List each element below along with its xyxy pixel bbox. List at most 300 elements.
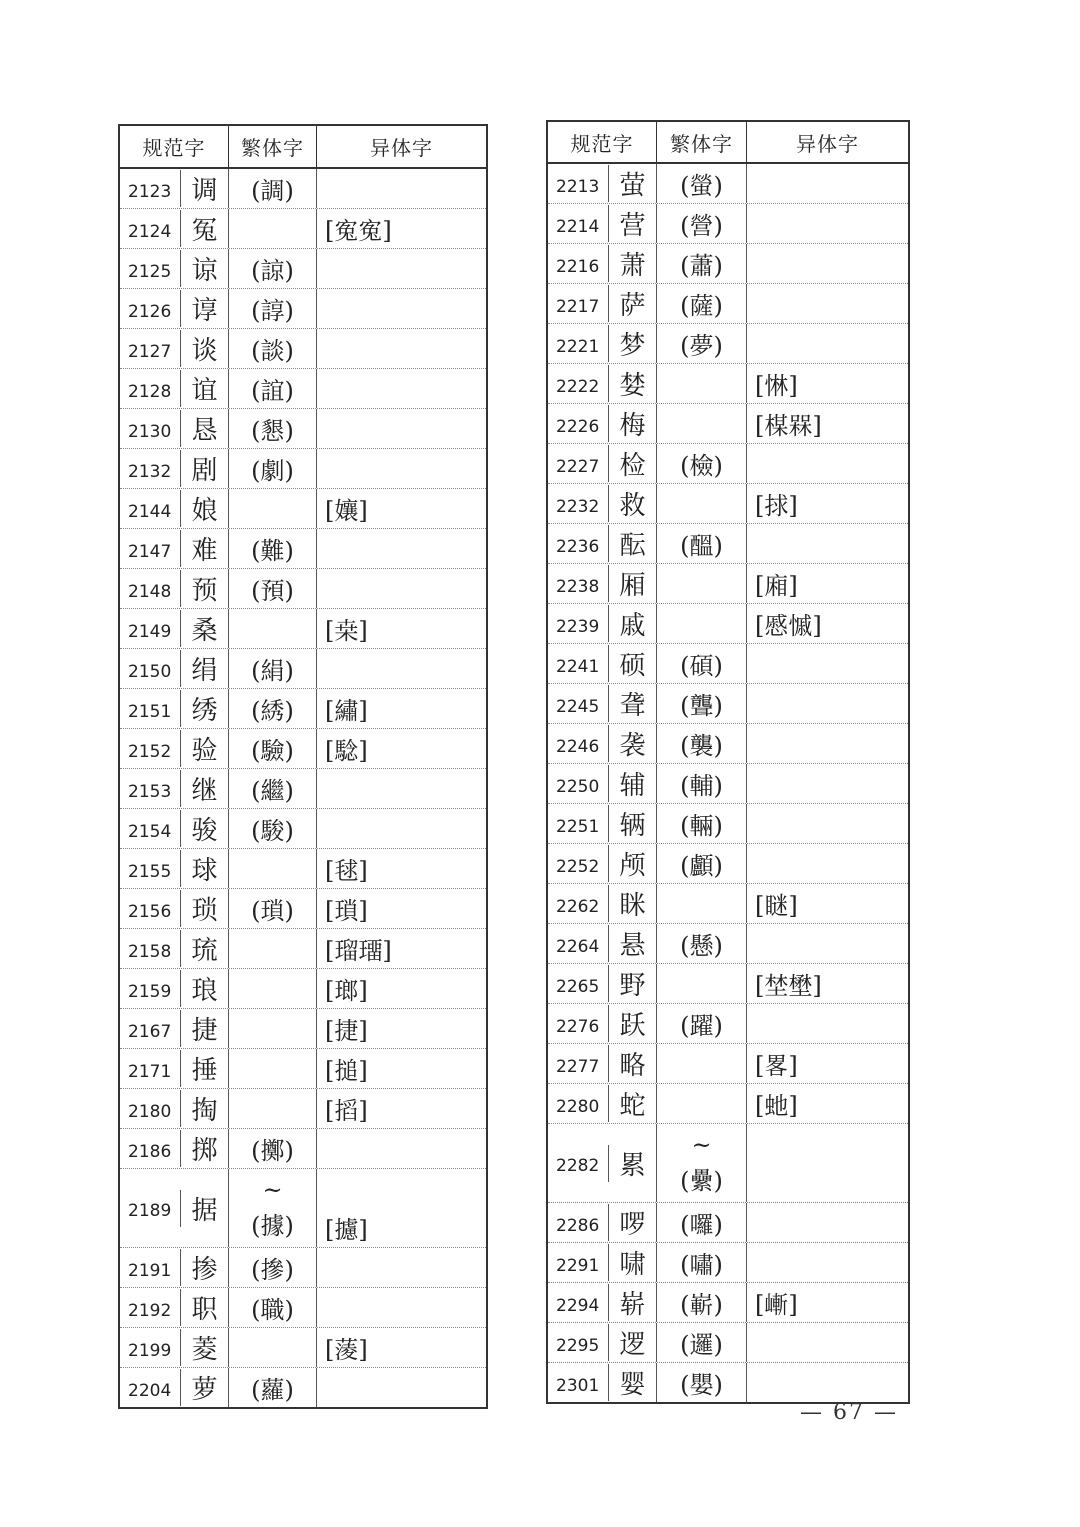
standard-cell [548, 324, 656, 363]
table-row [120, 849, 486, 889]
variant-character: [捄] [746, 484, 908, 523]
entry-number: 2262 [556, 896, 600, 917]
standard-character: 救 [608, 485, 656, 522]
standard-cell [548, 1323, 656, 1362]
traditional-character [228, 1049, 316, 1088]
traditional-character: (預) [228, 569, 316, 608]
traditional-character [228, 489, 316, 528]
traditional-character [228, 969, 316, 1008]
standard-cell [548, 644, 656, 683]
standard-character: 桑 [180, 610, 228, 647]
standard-character: 验 [180, 730, 228, 767]
standard-character: 婴 [608, 1364, 656, 1401]
table-row [548, 1004, 908, 1044]
traditional-character: (輛) [656, 804, 746, 843]
standard-character: 梅 [608, 405, 656, 442]
traditional-character [656, 1124, 746, 1202]
variant-character: [孃] [316, 489, 486, 528]
table-header [120, 126, 486, 169]
entry-number: 2222 [556, 376, 600, 397]
traditional-character: (綉) [228, 689, 316, 728]
traditional-character: (碩) [656, 644, 746, 683]
entry-number: 2154 [128, 821, 172, 842]
traditional-character: (蕭) [656, 244, 746, 283]
standard-cell [548, 444, 656, 483]
standard-character: 捷 [180, 1010, 228, 1047]
standard-character: 继 [180, 770, 228, 807]
standard-cell [548, 284, 656, 323]
entry-number: 2239 [556, 616, 600, 637]
entry-number: 2151 [128, 701, 172, 722]
standard-cell [120, 329, 228, 368]
variant-character [746, 764, 908, 803]
standard-character: 谊 [180, 370, 228, 407]
traditional-connector: ~ [262, 1176, 283, 1204]
standard-character: 啸 [608, 1244, 656, 1281]
variant-character [746, 444, 908, 483]
entry-number: 2189 [128, 1201, 172, 1221]
standard-cell [548, 604, 656, 643]
entry-number: 2171 [128, 1061, 172, 1082]
traditional-character [656, 404, 746, 443]
standard-cell [120, 809, 228, 848]
traditional-character: (薩) [656, 284, 746, 323]
table-header [548, 122, 908, 164]
table-row [120, 889, 486, 929]
variant-character: [慼慽] [746, 604, 908, 643]
standard-character: 娘 [180, 490, 228, 527]
variant-character [316, 369, 486, 408]
variant-character: [騐] [316, 729, 486, 768]
entry-number: 2186 [128, 1141, 172, 1162]
entry-number: 2226 [556, 416, 600, 437]
standard-character: 调 [180, 170, 228, 207]
standard-character: 谆 [180, 290, 228, 327]
variant-character [746, 244, 908, 283]
variant-character [316, 809, 486, 848]
table-row [120, 809, 486, 849]
standard-cell [548, 244, 656, 283]
entry-number: 2227 [556, 456, 600, 477]
variant-character [316, 569, 486, 608]
traditional-character [228, 1169, 316, 1247]
traditional-character: (擲) [228, 1129, 316, 1168]
traditional-character: (檢) [656, 444, 746, 483]
variant-character: [毬] [316, 849, 486, 888]
table-row [548, 244, 908, 284]
header-traditional: 繁体字 [656, 122, 746, 162]
standard-cell [120, 1248, 228, 1287]
entry-number: 2291 [556, 1255, 600, 1276]
standard-character: 逻 [608, 1324, 656, 1361]
traditional-character: (螢) [656, 164, 746, 203]
standard-character: 营 [608, 205, 656, 242]
traditional-character [228, 849, 316, 888]
table-row [120, 969, 486, 1009]
entry-number: 2282 [556, 1156, 600, 1176]
standard-cell [548, 1243, 656, 1282]
variant-character [316, 289, 486, 328]
entry-number: 2199 [128, 1340, 172, 1361]
variant-character [746, 204, 908, 243]
variant-character: [瑣] [316, 889, 486, 928]
table-row [548, 924, 908, 964]
table-row [548, 604, 908, 644]
traditional-character: (絹) [228, 649, 316, 688]
entry-number: 2153 [128, 781, 172, 802]
standard-cell [120, 609, 228, 648]
table-row [120, 369, 486, 409]
table-row [120, 529, 486, 569]
standard-cell [120, 209, 228, 248]
standard-character: 捶 [180, 1050, 228, 1087]
traditional-character: (懸) [656, 924, 746, 963]
table-row [548, 364, 908, 404]
standard-character: 菱 [180, 1329, 228, 1366]
traditional-character [656, 564, 746, 603]
entry-number: 2213 [556, 176, 600, 197]
table-row [120, 449, 486, 489]
standard-character: 戚 [608, 605, 656, 642]
entry-number: 2301 [556, 1375, 600, 1396]
entry-number: 2216 [556, 256, 600, 277]
standard-cell [548, 524, 656, 563]
traditional-character [656, 964, 746, 1003]
standard-cell [120, 449, 228, 488]
variant-character: [寃寃] [316, 209, 486, 248]
variant-character [746, 524, 908, 563]
standard-cell [548, 964, 656, 1003]
table-row [548, 804, 908, 844]
standard-cell [120, 1129, 228, 1168]
traditional-form: (據) [251, 1212, 294, 1240]
standard-cell [120, 569, 228, 608]
standard-character: 婪 [608, 365, 656, 402]
entry-number: 2265 [556, 976, 600, 997]
traditional-character: (難) [228, 529, 316, 568]
entry-number: 2159 [128, 981, 172, 1002]
variant-character [746, 1243, 908, 1282]
entry-number: 2251 [556, 816, 600, 837]
standard-cell [548, 804, 656, 843]
variant-character [316, 409, 486, 448]
variant-character [746, 844, 908, 883]
entry-number: 2127 [128, 341, 172, 362]
table-row [120, 1089, 486, 1129]
entry-number: 2130 [128, 421, 172, 442]
entry-number: 2144 [128, 501, 172, 522]
entry-number: 2128 [128, 381, 172, 402]
standard-cell [120, 769, 228, 808]
table-row [120, 929, 486, 969]
standard-character: 恳 [180, 410, 228, 447]
traditional-character: (繼) [228, 769, 316, 808]
variant-character: [惏] [746, 364, 908, 403]
standard-character: 职 [180, 1289, 228, 1326]
standard-cell [548, 684, 656, 723]
entry-number: 2152 [128, 741, 172, 762]
standard-character: 酝 [608, 525, 656, 562]
variant-character: [虵] [746, 1084, 908, 1123]
table-body [120, 169, 486, 1407]
standard-cell [120, 689, 228, 728]
header-standard: 规范字 [570, 131, 634, 156]
standard-cell [120, 289, 228, 328]
standard-cell [120, 649, 228, 688]
standard-cell [120, 409, 228, 448]
standard-cell [120, 249, 228, 288]
table-row [120, 609, 486, 649]
entry-number: 2238 [556, 576, 600, 597]
standard-cell [120, 1009, 228, 1048]
traditional-character [656, 1084, 746, 1123]
entry-number: 2214 [556, 216, 600, 237]
standard-character: 琅 [180, 970, 228, 1007]
variant-character [746, 324, 908, 363]
traditional-character [228, 1328, 316, 1367]
standard-character: 啰 [608, 1204, 656, 1241]
traditional-character: (驗) [228, 729, 316, 768]
variant-character: [搯] [316, 1089, 486, 1128]
standard-cell [120, 729, 228, 768]
standard-character: 掏 [180, 1090, 228, 1127]
entry-number: 2191 [128, 1260, 172, 1281]
standard-cell [120, 929, 228, 968]
standard-character: 颅 [608, 845, 656, 882]
standard-cell [120, 1288, 228, 1327]
variant-character: [瞇] [746, 884, 908, 923]
table-row [548, 324, 908, 364]
table-row [548, 764, 908, 804]
standard-cell [548, 1283, 656, 1322]
standard-cell [548, 404, 656, 443]
traditional-character [228, 209, 316, 248]
table-row [120, 409, 486, 449]
entry-number: 2280 [556, 1096, 600, 1117]
entry-number: 2264 [556, 936, 600, 957]
variant-character: [埜壄] [746, 964, 908, 1003]
entry-number: 2295 [556, 1335, 600, 1356]
table-row [120, 209, 486, 249]
standard-cell [120, 1328, 228, 1367]
table-row [548, 884, 908, 924]
entry-number: 2158 [128, 941, 172, 962]
standard-cell [548, 1044, 656, 1083]
traditional-character: (調) [228, 169, 316, 208]
standard-character: 检 [608, 445, 656, 482]
traditional-character [656, 484, 746, 523]
standard-character: 辆 [608, 805, 656, 842]
standard-character: 萧 [608, 245, 656, 282]
variant-character [316, 1288, 486, 1327]
variant-character [746, 1323, 908, 1362]
traditional-character: (顱) [656, 844, 746, 883]
table-row [548, 1044, 908, 1084]
traditional-character: (瑣) [228, 889, 316, 928]
standard-cell [120, 169, 228, 208]
table-row [548, 1323, 908, 1363]
table-row [548, 1203, 908, 1243]
table-row [548, 484, 908, 524]
standard-character: 厢 [608, 565, 656, 602]
standard-character: 冤 [180, 210, 228, 247]
standard-cell [548, 204, 656, 243]
entry-number: 2125 [128, 261, 172, 282]
traditional-character [656, 364, 746, 403]
table-row [120, 289, 486, 329]
entry-number: 2236 [556, 536, 600, 557]
table-row [120, 689, 486, 729]
standard-cell [548, 844, 656, 883]
table-row [548, 404, 908, 444]
standard-cell [120, 489, 228, 528]
standard-cell [120, 1049, 228, 1088]
header-traditional: 繁体字 [228, 126, 316, 167]
variant-character [746, 1363, 908, 1402]
variant-character: [畧] [746, 1044, 908, 1083]
header-variant: 异体字 [316, 126, 486, 167]
traditional-character: (誼) [228, 369, 316, 408]
variant-character [746, 804, 908, 843]
standard-character: 剧 [180, 450, 228, 487]
table-row [548, 1363, 908, 1402]
variant-character [316, 529, 486, 568]
standard-character: 袭 [608, 725, 656, 762]
standard-cell [548, 1004, 656, 1043]
standard-character: 绢 [180, 650, 228, 687]
variant-character [746, 724, 908, 763]
standard-cell [548, 1124, 656, 1202]
standard-character: 萤 [608, 165, 656, 202]
variant-character [316, 1248, 486, 1287]
standard-character: 谈 [180, 330, 228, 367]
traditional-character [228, 1089, 316, 1128]
traditional-character: (嬰) [656, 1363, 746, 1402]
traditional-character: (聾) [656, 684, 746, 723]
traditional-character: (嘯) [656, 1243, 746, 1282]
traditional-character: (劇) [228, 449, 316, 488]
standard-character: 掷 [180, 1130, 228, 1167]
traditional-character: (摻) [228, 1248, 316, 1287]
table-row [548, 524, 908, 564]
standard-cell [120, 1089, 228, 1128]
standard-character: 绣 [180, 690, 228, 727]
variant-character [746, 684, 908, 723]
standard-character: 蛇 [608, 1085, 656, 1122]
table-row [548, 724, 908, 764]
traditional-character: (諄) [228, 289, 316, 328]
variant-character [746, 284, 908, 323]
standard-cell [120, 969, 228, 1008]
traditional-character: (嶄) [656, 1283, 746, 1322]
standard-character: 琉 [180, 930, 228, 967]
traditional-character: (囉) [656, 1203, 746, 1242]
table-row [120, 1129, 486, 1169]
standard-cell [548, 564, 656, 603]
table-row [120, 569, 486, 609]
entry-number: 2180 [128, 1101, 172, 1122]
standard-character: 崭 [608, 1284, 656, 1321]
standard-character: 辅 [608, 765, 656, 802]
table-row [120, 1368, 486, 1407]
variant-character: [瑠璢] [316, 929, 486, 968]
entry-number: 2123 [128, 181, 172, 202]
standard-cell [548, 764, 656, 803]
table-row [120, 329, 486, 369]
header-variant: 异体字 [746, 122, 908, 162]
table-row [548, 964, 908, 1004]
standard-cell [548, 924, 656, 963]
table-row [548, 844, 908, 884]
traditional-character [228, 1009, 316, 1048]
entry-number: 2124 [128, 221, 172, 242]
table-row [548, 684, 908, 724]
table-row [548, 204, 908, 244]
table-row [120, 1049, 486, 1089]
table-row [548, 1283, 908, 1323]
standard-cell [120, 1169, 228, 1247]
standard-cell [548, 884, 656, 923]
entry-number: 2155 [128, 861, 172, 882]
table-row [120, 769, 486, 809]
variant-character: [繡] [316, 689, 486, 728]
entry-number: 2277 [556, 1056, 600, 1077]
standard-character: 掺 [180, 1249, 228, 1286]
traditional-character: (諒) [228, 249, 316, 288]
standard-cell [120, 529, 228, 568]
entry-number: 2167 [128, 1021, 172, 1042]
entry-number: 2241 [556, 656, 600, 677]
entry-number: 2245 [556, 696, 600, 717]
variant-character: [嶃] [746, 1283, 908, 1322]
standard-cell [548, 484, 656, 523]
table-row [120, 169, 486, 209]
character-table-left [118, 124, 488, 1409]
table-row [548, 564, 908, 604]
variant-character [316, 769, 486, 808]
standard-character: 据 [180, 1190, 228, 1227]
table-row [120, 649, 486, 689]
variant-character: [廂] [746, 564, 908, 603]
traditional-character: (夢) [656, 324, 746, 363]
traditional-character: (躍) [656, 1004, 746, 1043]
table-row [548, 164, 908, 204]
entry-number: 2217 [556, 296, 600, 317]
character-table-right [546, 120, 910, 1404]
traditional-character: (駿) [228, 809, 316, 848]
traditional-character: (營) [656, 204, 746, 243]
table-row [548, 1243, 908, 1283]
traditional-character [656, 884, 746, 923]
traditional-connector: ~ [691, 1131, 712, 1159]
standard-character: 难 [180, 530, 228, 567]
entry-number: 2221 [556, 336, 600, 357]
entry-number: 2147 [128, 541, 172, 562]
standard-cell [120, 889, 228, 928]
entry-number: 2246 [556, 736, 600, 757]
standard-character: 梦 [608, 325, 656, 362]
variant-character: [搥] [316, 1049, 486, 1088]
standard-character: 萝 [180, 1369, 228, 1406]
traditional-form: (纍) [680, 1167, 723, 1195]
entry-number: 2294 [556, 1295, 600, 1316]
standard-character: 骏 [180, 810, 228, 847]
table-row [120, 1328, 486, 1368]
variant-character [316, 329, 486, 368]
variant-character [746, 1203, 908, 1242]
variant-character [746, 1124, 908, 1202]
traditional-character [228, 929, 316, 968]
